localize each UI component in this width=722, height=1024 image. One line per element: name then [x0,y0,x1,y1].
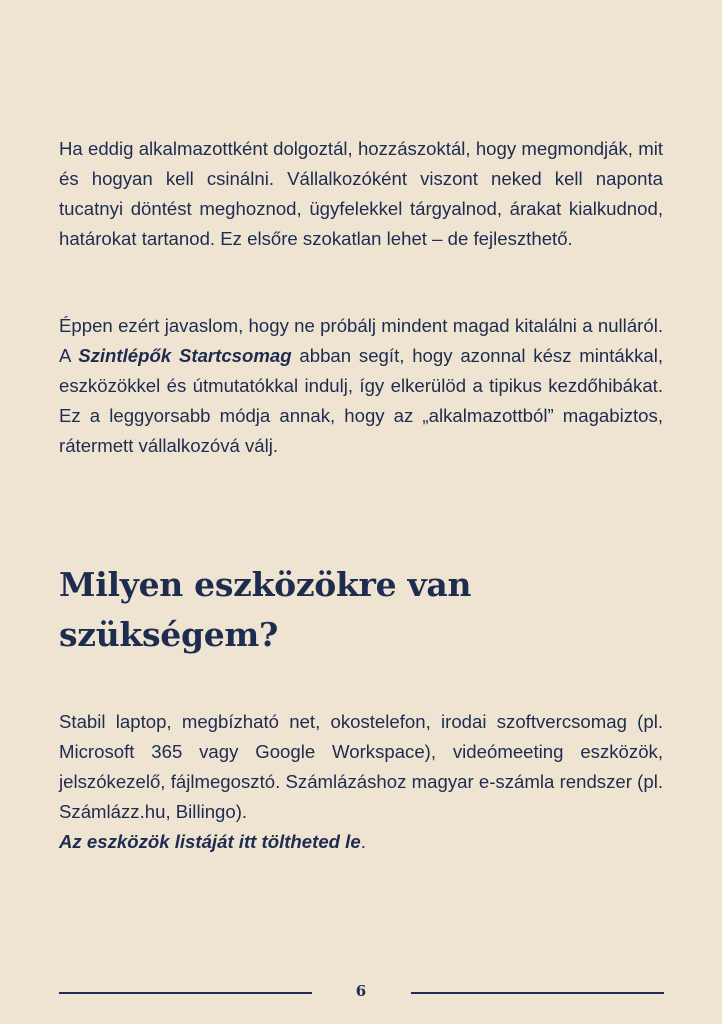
intro-paragraph-1-text: Ha eddig alkalmazottként dolgoztál, hozzászoktál, hogy megmondják, mit és hogyan kell csinálni. Vállalkozóként viszont neked kell naponta tucatnyi döntést meghoznod, ügyfelekkel tárgyalnod, árakat kialkudnod, határokat tartanod. Ez elsőre szokatlan lehet – de fejleszthető. [59,138,663,249]
intro-paragraph-2 [59,311,663,461]
footer-rule-right [411,992,664,994]
download-link-period: . [360,831,366,852]
page-number: 6 [355,982,367,1000]
tools-list-text: Stabil laptop, megbízható net, okostelefon, irodai szoftvercsomag (pl. Microsoft 365 vagy Google Workspace), videómeeting eszközök, jelszókezelő, fájlmegosztó. Számlázáshoz magyar e-számla rendszer (pl. Számlázz.hu, Billingo). [59,711,663,822]
intro-paragraph-2-text-start: Éppen ezért javaslom, hogy ne próbálj mindent magad kitalálni a nulláról. A [59,315,663,366]
download-tools-link[interactable]: Az eszközök listáját itt töltheted le [59,831,361,852]
intro-paragraph-2-text-end: abban segít, hogy azonnal kész mintákkal, eszközökkel és útmutatókkal indulj, így elkerülöd a tipikus kezdőhibákat. Ez a leggyorsabb módja annak, hogy az „alkalmazottból” magabiztos, rátermett vállalkozóvá válj. [59,345,664,456]
tools-paragraph [59,707,663,857]
section-heading: Milyen eszközökre van szükségem? [59,565,472,654]
startcsomag-name: Szintlépők Startcsomag [78,345,292,366]
intro-paragraph-1 [59,134,663,254]
footer-rule-left [59,992,312,994]
